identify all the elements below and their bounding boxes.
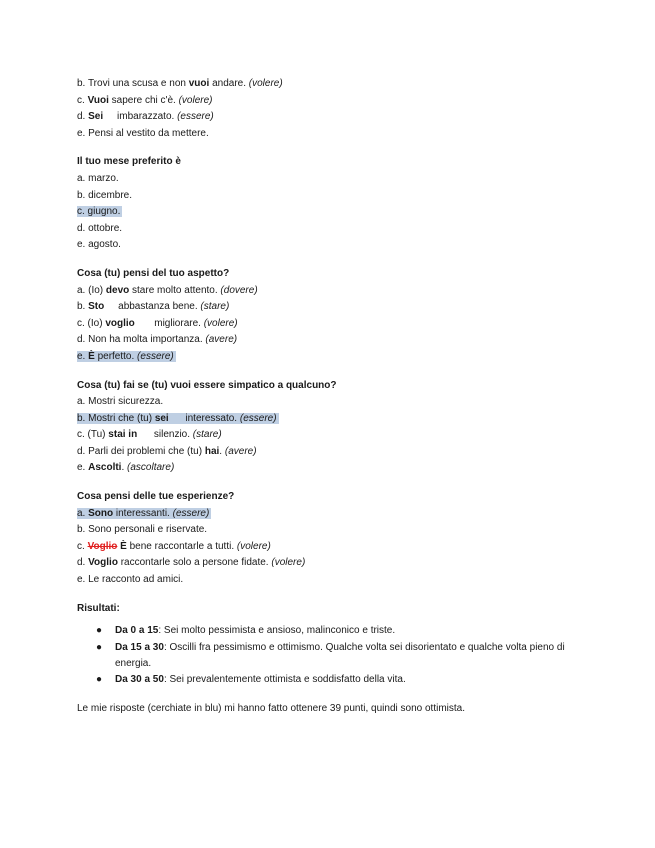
q4-title: Cosa (tu) fai se (tu) vuoi essere simpatico a qualcuno? [77, 379, 337, 391]
option-text: c. (Tu) [77, 429, 109, 441]
option-text: d. [77, 557, 89, 569]
q2-option-a: a. marzo. [77, 172, 119, 184]
answer-verb: Ascolti [88, 462, 122, 474]
option-text: perfetto. [94, 350, 138, 362]
q5-title: Cosa pensi delle tue esperienze? [77, 491, 235, 503]
q2-option-d: d. ottobre. [77, 222, 123, 234]
option-text: c. [77, 540, 88, 552]
q4-option-b-selected [77, 411, 577, 428]
answer-verb: Sto [88, 301, 105, 313]
option-text: interessato. [168, 412, 240, 424]
answer-verb: Voglio [88, 557, 118, 569]
struck-word: Voglio [87, 540, 118, 552]
q4-option-c [77, 427, 577, 444]
option-text: stare molto attento. [129, 284, 221, 296]
verb-hint: (volere) [236, 540, 271, 552]
answer-verb: Sei [88, 111, 104, 123]
result-range: Da 15 a 30 [115, 641, 164, 653]
q3-option-e-selected [77, 349, 577, 366]
verb-hint: (volere) [203, 317, 238, 329]
results-list [77, 623, 577, 689]
q3-option-d [77, 332, 577, 349]
result-range: Da 0 a 15 [115, 625, 159, 637]
verb-hint: (dovere) [220, 284, 258, 296]
q3-title: Cosa (tu) pensi del tuo aspetto? [77, 267, 230, 279]
highlighted-answer [77, 413, 279, 424]
verb-hint: (avere) [224, 445, 257, 457]
option-text: imbarazzato. [103, 111, 178, 123]
results-title: Risultati: [77, 602, 120, 614]
verb-hint: (essere) [137, 350, 174, 362]
bullet-icon: ● [96, 625, 103, 637]
option-text: a. [77, 507, 89, 519]
result-item [77, 623, 577, 639]
answer-verb: voglio [105, 317, 135, 329]
q3-option-a [77, 283, 577, 300]
q3-option-b [77, 299, 577, 316]
result-text: : Sei molto pessimista e ansioso, malinconico e triste. [158, 625, 396, 637]
result-item [77, 640, 577, 673]
verb-hint: (stare) [200, 301, 230, 313]
q2-option-b: b. dicembre. [77, 189, 133, 201]
option-text: raccontarle solo a persone fidate. [117, 557, 272, 569]
option-text: abbastanza bene. [104, 301, 201, 313]
answer-verb: Sono [88, 507, 114, 519]
bullet-icon: ● [96, 641, 103, 653]
option-text: . [219, 445, 225, 457]
answer-verb: stai in [108, 429, 138, 441]
answer-verb: hai [204, 445, 220, 457]
option-text: a. (Io) [77, 284, 106, 296]
bullet-icon: ● [96, 674, 103, 686]
answer-verb: devo [105, 284, 130, 296]
q2-option-e: e. agosto. [77, 239, 121, 251]
q5-option-b: b. Sono personali e riservate. [77, 524, 208, 536]
answer-verb: È [88, 350, 95, 362]
option-text: d. [77, 111, 89, 123]
q5-option-e: e. Le racconto ad amici. [77, 574, 184, 586]
option-text: migliorare. [134, 317, 204, 329]
verb-hint: (volere) [271, 557, 306, 569]
verb-hint: (volere) [178, 94, 213, 106]
q4-option-d [77, 444, 577, 461]
highlighted-answer: c. giugno. [77, 206, 121, 218]
answer-verb: È [120, 540, 127, 552]
option-text: d. Non ha molta importanza. [77, 334, 206, 346]
highlighted-answer [77, 508, 211, 519]
verb-hint: (avere) [205, 334, 238, 346]
q5-option-c [77, 539, 577, 556]
verb-hint: (essere) [239, 412, 277, 424]
option-text: . [121, 462, 128, 474]
verb-hint: (essere) [172, 507, 210, 519]
q2-option-c-selected [77, 204, 577, 221]
option-text: b. [77, 301, 89, 313]
q4-option-a: a. Mostri sicurezza. [77, 396, 164, 408]
option-text: andare. [209, 78, 249, 89]
option-text: c. [77, 94, 88, 106]
q1-option-e: e. Pensi al vestito da mettere. [77, 127, 209, 139]
option-text: d. Parli dei problemi che (tu) [77, 445, 205, 457]
result-range: Da 30 a 50 [115, 674, 164, 686]
option-text: e. [77, 462, 89, 474]
option-text: sapere chi c'è. [108, 94, 179, 106]
option-text: c. (Io) [77, 317, 106, 329]
final-statement: Le mie risposte (cerchiate in blu) mi hanno fatto ottenere 39 punti, quindi sono ottimista. [77, 702, 465, 714]
option-text: silenzio. [137, 429, 193, 441]
verb-hint: (essere) [177, 111, 214, 123]
verb-hint: (ascoltare) [127, 462, 175, 474]
highlighted-answer [77, 351, 176, 362]
verb-hint: (stare) [192, 429, 222, 441]
q1-option-d [77, 109, 577, 126]
result-item [77, 672, 577, 688]
answer-verb: sei [154, 412, 169, 424]
q5-option-a-selected [77, 506, 577, 523]
document-page [77, 76, 577, 717]
q1-option-b [77, 76, 577, 93]
result-text: : Sei prevalentemente ottimista e soddisfatto della vita. [163, 674, 406, 686]
option-text: b. Mostri che (tu) [77, 412, 155, 424]
q3-option-c [77, 316, 577, 333]
option-text: interessanti. [113, 507, 173, 519]
q1-option-c [77, 93, 577, 110]
q5-option-d [77, 555, 577, 572]
verb-hint: (volere) [248, 78, 283, 89]
answer-verb: Vuoi [87, 94, 109, 106]
q4-option-e [77, 460, 577, 477]
q2-title: Il tuo mese preferito è [77, 156, 181, 168]
option-text: b. Trovi una scusa e non [77, 78, 189, 89]
result-text: : Oscilli fra pessimismo e ottimismo. Qualche volta sei disorientato e qualche volta pieno di energia. [115, 641, 565, 670]
option-text: e. [77, 350, 89, 362]
option-text: bene raccontarle a tutti. [126, 540, 237, 552]
answer-verb: vuoi [188, 78, 210, 89]
